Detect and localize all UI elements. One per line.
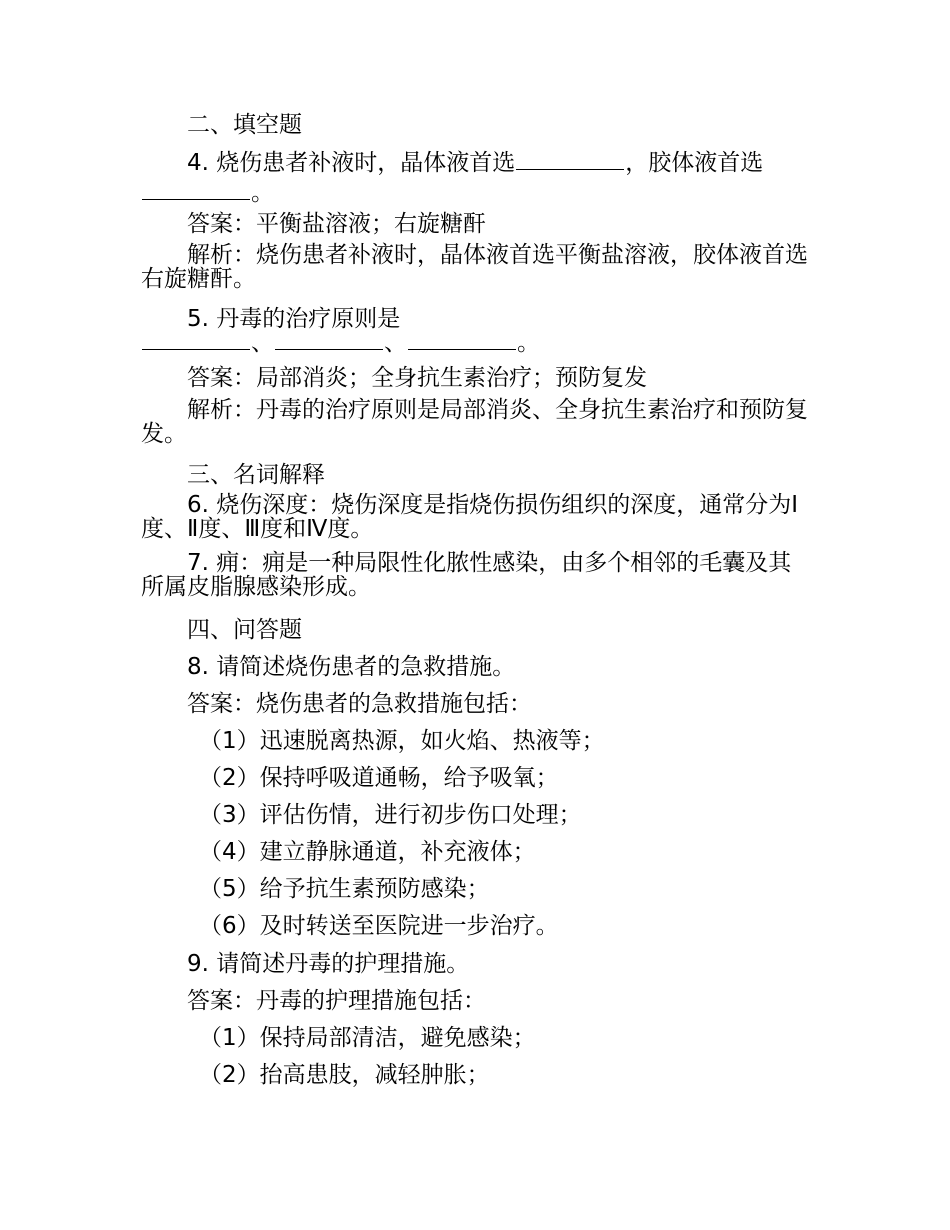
list-item: （1）迅速脱离热源，如火焰、热液等； bbox=[199, 728, 605, 754]
list-item: （6）及时转送至医院进一步治疗。 bbox=[199, 913, 559, 939]
answer-blank bbox=[142, 177, 250, 200]
question-9-answer: 答案：丹毒的护理措施包括： bbox=[187, 988, 486, 1014]
section-heading-fill-blank: 二、填空题 bbox=[187, 112, 302, 138]
list-item: （5）给予抗生素预防感染； bbox=[199, 876, 490, 902]
question-8: 8. 请简述烧伤患者的急救措施。 bbox=[187, 654, 516, 680]
term-6-definition: 6. 烧伤深度：烧伤深度是指烧伤损伤组织的深度，通常分为Ⅰ度、Ⅱ度、Ⅲ度和Ⅳ度。 bbox=[141, 492, 799, 542]
answer-blank bbox=[516, 147, 624, 170]
period: 。 bbox=[251, 180, 274, 206]
question-4-line-1 bbox=[141, 144, 763, 177]
question-4-analysis: 解析：烧伤患者补液时，晶体液首选平衡盐溶液，胶体液首选右旋糖酐。 bbox=[141, 242, 808, 292]
term-7-definition: 7. 痈：痈是一种局限性化脓性感染，由多个相邻的毛囊及其所属皮脂腺感染形成。 bbox=[141, 550, 792, 600]
answer-blank bbox=[408, 327, 516, 350]
list-item: （3）评估伤情，进行初步伤口处理； bbox=[199, 802, 582, 828]
question-4-answer: 答案：平衡盐溶液；右旋糖酐 bbox=[187, 211, 486, 237]
question-8-answer: 答案：烧伤患者的急救措施包括： bbox=[187, 691, 532, 717]
question-4-text: 4. 烧伤患者补液时，晶体液首选 bbox=[187, 150, 516, 176]
period: 。 bbox=[517, 330, 540, 356]
question-9: 9. 请简述丹毒的护理措施。 bbox=[187, 951, 470, 977]
question-5-answer: 答案：局部消炎；全身抗生素治疗；预防复发 bbox=[187, 365, 647, 391]
list-item: （2）抬高患肢，减轻肿胀； bbox=[199, 1062, 490, 1088]
answer-blank bbox=[142, 327, 250, 350]
separator: 、 bbox=[251, 330, 274, 356]
answer-blank bbox=[275, 327, 383, 350]
question-4-line-2 bbox=[141, 174, 274, 207]
question-4-text-2: ，胶体液首选 bbox=[625, 150, 764, 176]
question-5-line-1: 5. 丹毒的治疗原则是 bbox=[187, 306, 401, 332]
question-5-line-2 bbox=[141, 324, 540, 357]
section-heading-qa: 四、问答题 bbox=[187, 617, 302, 643]
question-5-analysis: 解析：丹毒的治疗原则是局部消炎、全身抗生素治疗和预防复发。 bbox=[141, 397, 808, 447]
list-item: （1）保持局部清洁，避免感染； bbox=[199, 1025, 536, 1051]
separator: 、 bbox=[384, 330, 407, 356]
list-item: （4）建立静脉通道，补充液体； bbox=[199, 839, 536, 865]
section-heading-terms: 三、名词解释 bbox=[187, 462, 325, 488]
list-item: （2）保持呼吸道通畅，给予吸氧； bbox=[199, 765, 559, 791]
